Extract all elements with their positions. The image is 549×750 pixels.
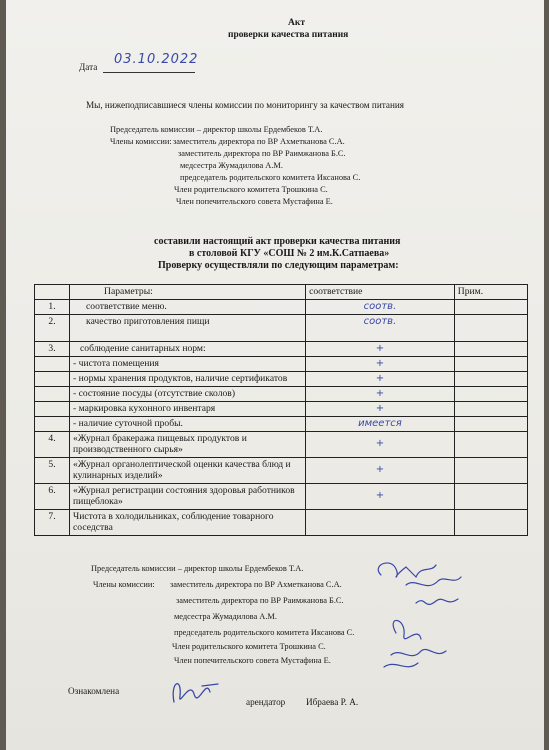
- row-compliance-mark: [306, 386, 455, 401]
- table-header-row: [35, 285, 528, 300]
- row-compliance-mark: [306, 341, 455, 356]
- table-row: [35, 341, 528, 356]
- table-header-num: [35, 285, 70, 300]
- table-header-params: Параметры:: [70, 285, 306, 300]
- row-note: [454, 509, 527, 535]
- row-note: [454, 401, 527, 416]
- row-number: 1.: [35, 299, 70, 314]
- member-top-4: председатель родительского комитета Иксанова С.: [180, 173, 361, 182]
- row-note: [454, 371, 527, 386]
- row-compliance-mark: [306, 356, 455, 371]
- statement-line-2: в столовой КГУ «СОШ № 2 им.К.Сатпаева»: [189, 248, 390, 259]
- table-row: [35, 299, 528, 314]
- handwritten-mark: +: [375, 490, 385, 501]
- acknowledged-label: Ознакомлена: [68, 686, 120, 696]
- row-compliance-mark: [306, 314, 455, 341]
- member-top-5: Член родительского комитета Трошкина С.: [174, 185, 328, 194]
- member-bottom-2: заместитель директора по ВР Раимжанова Б.С.: [176, 596, 344, 605]
- table-row: [35, 457, 528, 483]
- table-row: [35, 356, 528, 371]
- row-note: [454, 386, 527, 401]
- date-handwritten: 03.10.2022: [114, 52, 199, 67]
- member-top-3: медсестра Жумадилова А.М.: [180, 161, 283, 170]
- parameters-table: [34, 284, 528, 536]
- tenant-name: Ибраева Р. А.: [306, 697, 359, 707]
- row-parameter: - маркировка кухонного инвентаря: [70, 401, 306, 416]
- row-compliance-mark: [306, 416, 455, 431]
- row-note: [454, 416, 527, 431]
- row-parameter: «Журнал органолептической оценки качества блюд и кулинарных изделий»: [70, 457, 306, 483]
- document-page: [6, 0, 544, 750]
- row-parameter: Чистота в холодильниках, соблюдение товарного соседства: [70, 509, 306, 535]
- member-bottom-4: председатель родительского комитета Иксанова С.: [174, 628, 355, 637]
- row-compliance-mark: [306, 509, 455, 535]
- row-parameter: «Журнал регистрации состояния здоровья работников пищеблока»: [70, 483, 306, 509]
- table-header-compliance: соответствие: [306, 285, 455, 300]
- row-number: 4.: [35, 431, 70, 457]
- table-row: [35, 483, 528, 509]
- handwritten-mark: соотв.: [363, 315, 397, 327]
- row-number: [35, 371, 70, 386]
- handwritten-mark: соотв.: [363, 300, 397, 312]
- member-bottom-1: заместитель директора по ВР Ахметканова С.А.: [170, 580, 342, 589]
- handwritten-mark: +: [375, 402, 385, 414]
- tenant-role: арендатор: [246, 697, 286, 707]
- row-number: 7.: [35, 509, 70, 535]
- row-note: [454, 457, 527, 483]
- row-number: 5.: [35, 457, 70, 483]
- member-bottom-5: Член родительского комитета Трошкина С.: [172, 642, 326, 651]
- date-label: Дата: [79, 62, 98, 72]
- row-number: 2.: [35, 314, 70, 341]
- member-bottom-3: медсестра Жумадилова А.М.: [174, 612, 277, 621]
- table-row: [35, 314, 528, 341]
- row-parameter: соблюдение санитарных норм:: [70, 341, 306, 356]
- row-compliance-mark: [306, 299, 455, 314]
- handwritten-mark: +: [375, 438, 385, 449]
- row-note: [454, 314, 527, 341]
- handwritten-mark: имеется: [358, 417, 402, 429]
- statement-line-1: составили настоящий акт проверки качества питания: [154, 236, 401, 247]
- row-number: [35, 416, 70, 431]
- row-parameter: соответствие меню.: [70, 299, 306, 314]
- title-line-2: проверки качества питания: [228, 30, 349, 40]
- intro-text: Мы, нижеподписавшиеся члены комиссии по мониторингу за качеством питания: [86, 100, 405, 110]
- chair-bottom: Председатель комиссии – директор школы Ердембеков Т.А.: [91, 564, 304, 573]
- row-parameter: «Журнал бракеража пищевых продуктов и производственного сырья»: [70, 431, 306, 457]
- members-label-bottom: Члены комиссии:: [93, 580, 155, 589]
- handwritten-mark: +: [375, 464, 385, 475]
- row-compliance-mark: [306, 431, 455, 457]
- row-compliance-mark: [306, 457, 455, 483]
- row-parameter: - состояние посуды (отсутствие сколов): [70, 386, 306, 401]
- row-parameter: - нормы хранения продуктов, наличие сертификатов: [70, 371, 306, 386]
- members-label-top: Члены комиссии:: [110, 137, 172, 146]
- row-note: [454, 341, 527, 356]
- row-parameter: качество приготовления пищи: [70, 314, 306, 341]
- row-number: [35, 356, 70, 371]
- row-note: [454, 431, 527, 457]
- commission-signatures: [366, 555, 466, 675]
- date-underline: [103, 72, 195, 73]
- chair-top: Председатель комиссии – директор школы Ердембеков Т.А.: [110, 125, 323, 134]
- handwritten-mark: +: [375, 372, 385, 384]
- table-row: [35, 416, 528, 431]
- row-number: [35, 401, 70, 416]
- row-number: 3.: [35, 341, 70, 356]
- table-header-notes: Прим.: [454, 285, 527, 300]
- row-compliance-mark: [306, 401, 455, 416]
- title-line-1: Акт: [288, 18, 306, 28]
- table-row: [35, 401, 528, 416]
- handwritten-mark: +: [375, 342, 385, 354]
- row-note: [454, 299, 527, 314]
- member-bottom-6: Член попечительского совета Мустафина Е.: [174, 656, 331, 665]
- handwritten-mark: +: [375, 357, 385, 369]
- handwritten-mark: +: [375, 387, 385, 399]
- row-compliance-mark: [306, 371, 455, 386]
- row-compliance-mark: [306, 483, 455, 509]
- member-top-6: Член попечительского совета Мустафина Е.: [176, 197, 333, 206]
- row-note: [454, 356, 527, 371]
- table-row: [35, 386, 528, 401]
- table-row: [35, 371, 528, 386]
- row-parameter: - наличие суточной пробы.: [70, 416, 306, 431]
- member-top-2: заместитель директора по ВР Раимжанова Б.С.: [178, 149, 346, 158]
- row-parameter: - чистота помещения: [70, 356, 306, 371]
- member-top-1: заместитель директора по ВР Ахметканова С.А.: [173, 137, 345, 146]
- row-number: [35, 386, 70, 401]
- row-note: [454, 483, 527, 509]
- tenant-signature: [166, 672, 226, 712]
- statement-line-3: Проверку осуществляли по следующим параметрам:: [158, 260, 399, 271]
- table-row: [35, 431, 528, 457]
- table-row: [35, 509, 528, 535]
- row-number: 6.: [35, 483, 70, 509]
